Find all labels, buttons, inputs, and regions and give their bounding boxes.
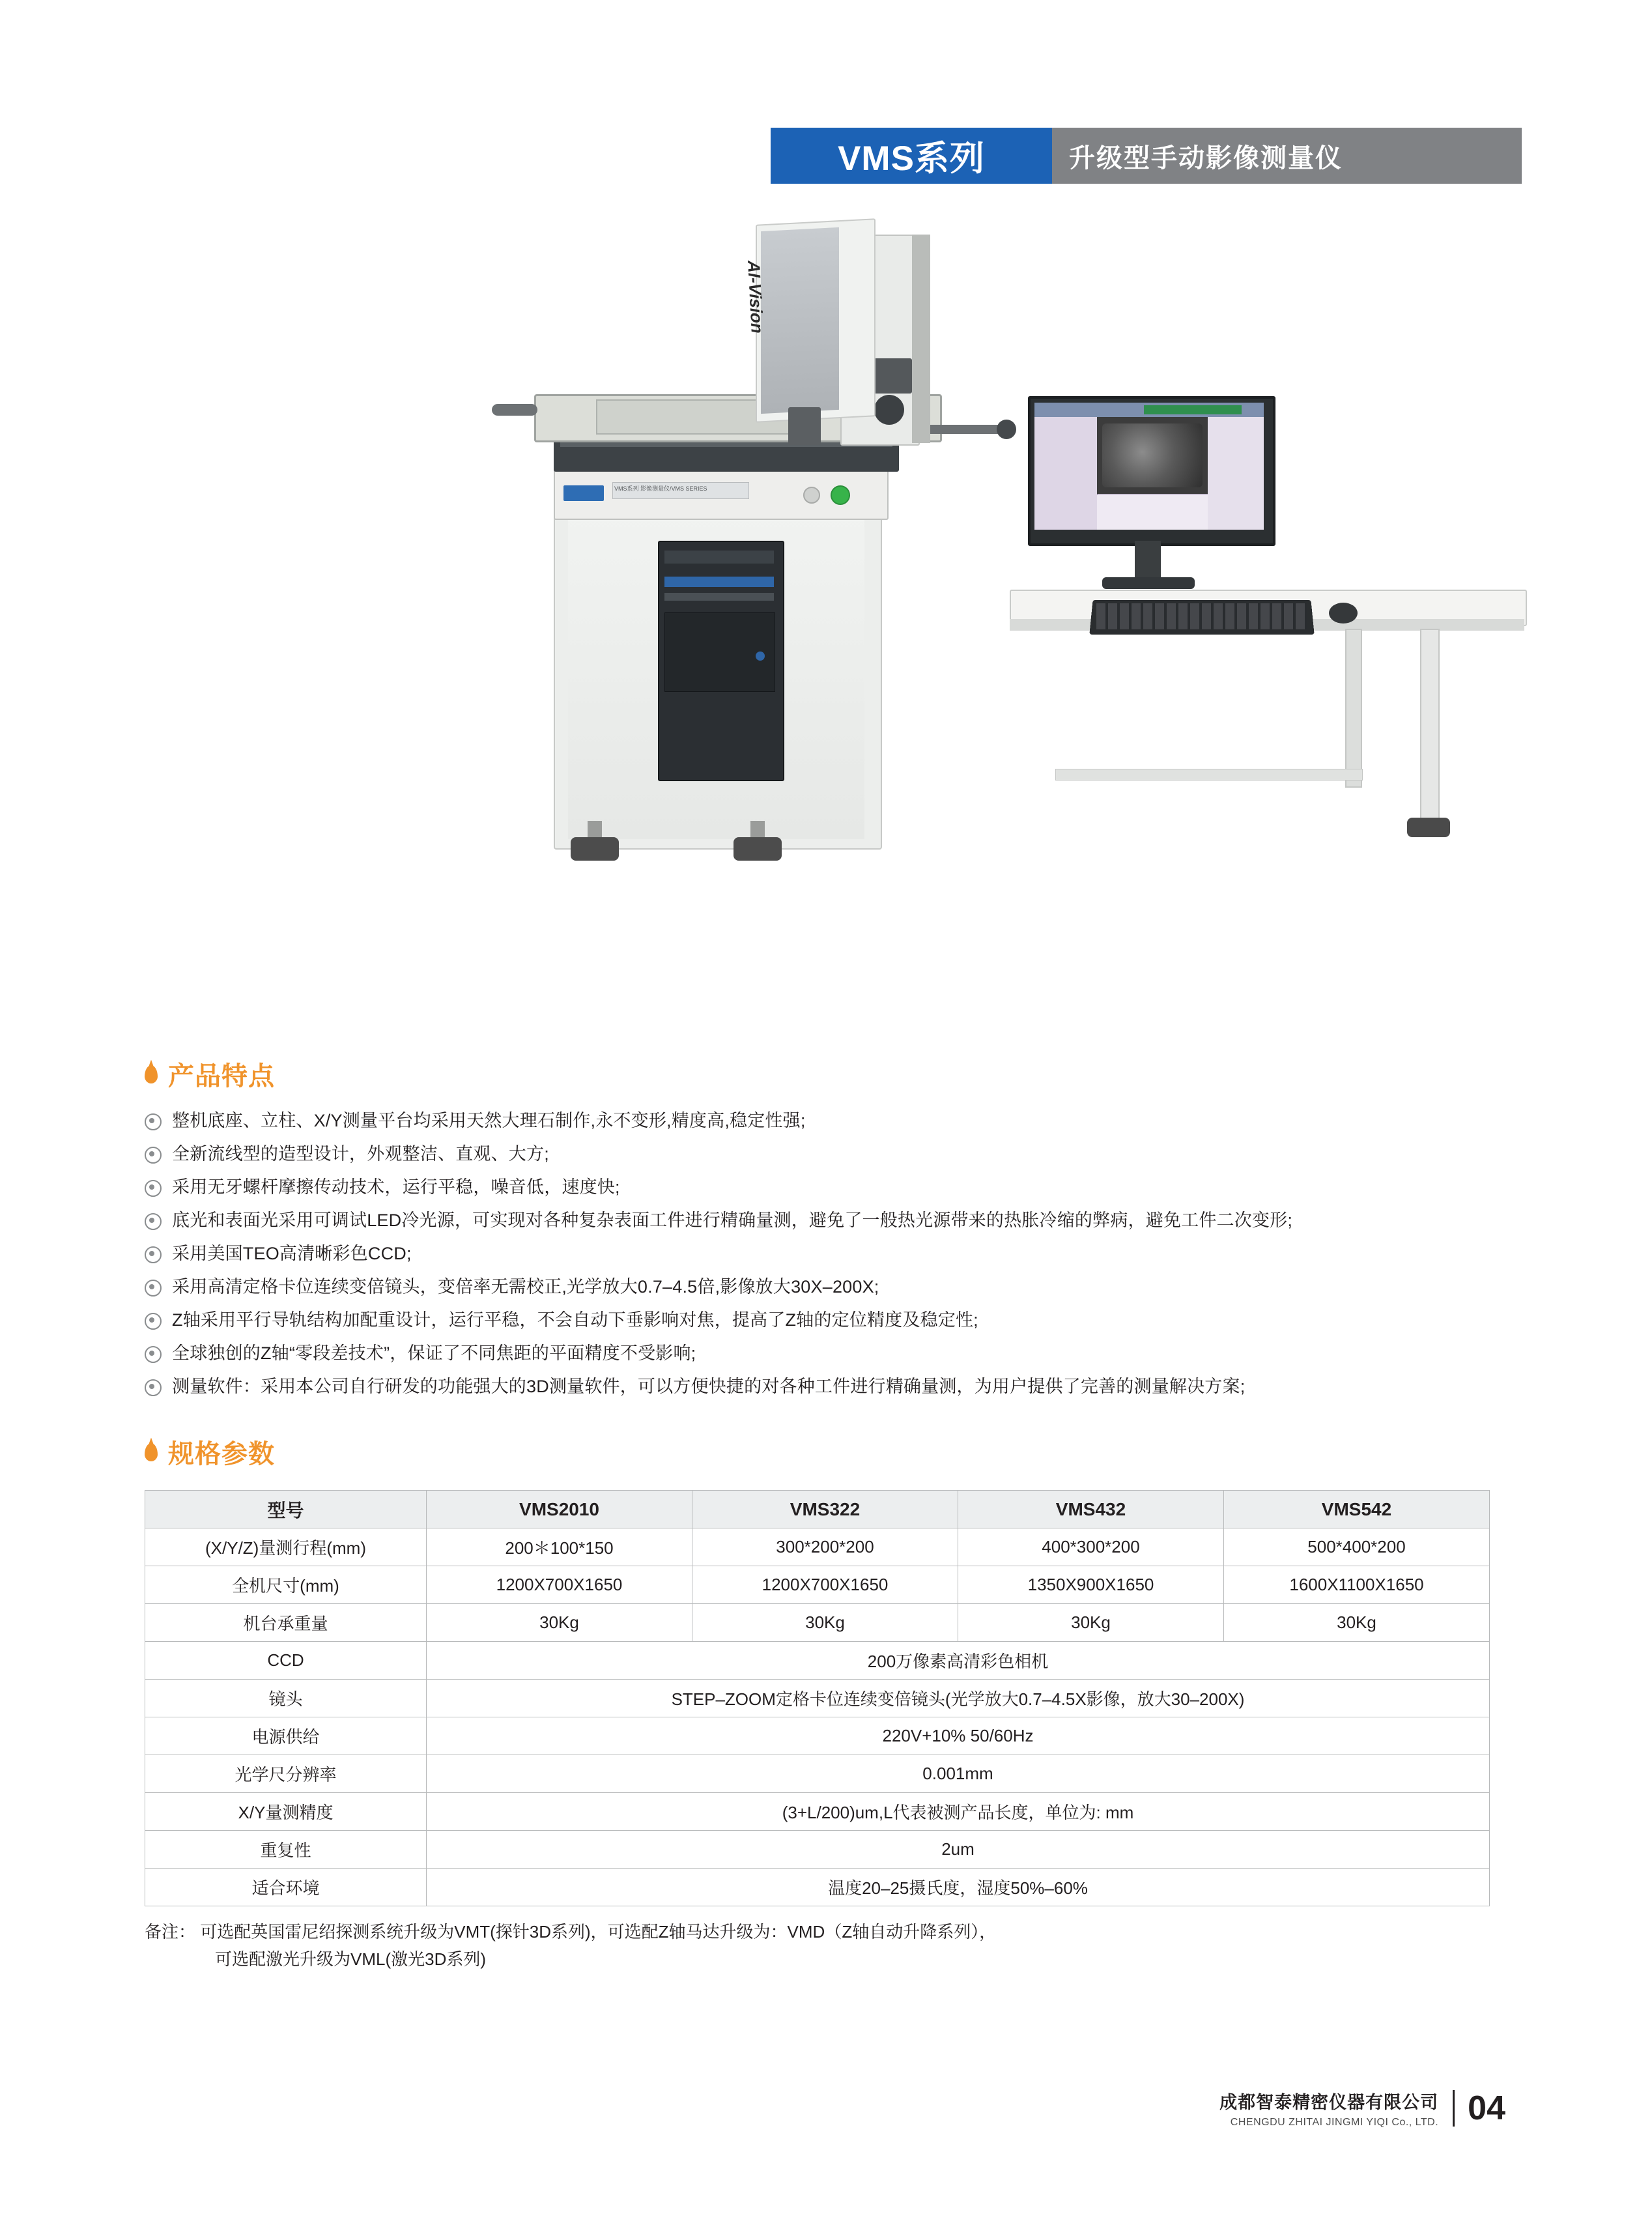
table-cell: 1600X1100X1650 <box>1224 1566 1490 1604</box>
row-label: 镜头 <box>145 1680 427 1717</box>
machine-panel-label: VMS系列 影像测量仪/VMS SERIES <box>612 482 749 499</box>
table-cell: 500*400*200 <box>1224 1528 1490 1566</box>
feature-text: 全新流线型的造型设计，外观整洁、直观、大方; <box>172 1144 549 1164</box>
column-header: VMS432 <box>958 1491 1224 1528</box>
row-label: 电源供给 <box>145 1717 427 1755</box>
features-list <box>145 1110 1513 1398</box>
table-cell: 300*200*200 <box>692 1528 958 1566</box>
row-label: X/Y量测精度 <box>145 1793 427 1831</box>
features-heading-text: 产品特点 <box>168 1062 275 1091</box>
table-row <box>145 1755 1490 1793</box>
bullet-icon <box>145 1346 162 1363</box>
table-row <box>145 1604 1490 1642</box>
specifications-table <box>145 1490 1490 1906</box>
bullet-icon <box>145 1113 162 1130</box>
feature-text: 采用美国TEO高清晰彩色CCD; <box>172 1244 412 1263</box>
feature-text: 采用高清定格卡位连续变倍镜头，变倍率无需校正,光学放大0.7–4.5倍,影像放大30X–200X; <box>172 1277 879 1297</box>
table-row <box>145 1831 1490 1869</box>
row-label: 机台承重量 <box>145 1604 427 1642</box>
keyboard-keys <box>1096 603 1307 629</box>
row-label: 全机尺寸(mm) <box>145 1566 427 1604</box>
table-cell: 200＊100*150 <box>427 1528 692 1566</box>
table-cell: 30Kg <box>427 1604 692 1642</box>
pc-front-strip <box>664 577 774 587</box>
bullet-icon <box>145 1379 162 1396</box>
machine-logo-badge <box>563 485 604 501</box>
list-item <box>145 1342 1513 1364</box>
list-item <box>145 1242 1513 1265</box>
monitor-screen <box>1034 403 1264 530</box>
banner-subtitle: 升级型手动影像测量仪 <box>1069 143 1343 173</box>
banner-series-title: VMS系列 <box>838 139 985 178</box>
machine-foot-middle <box>733 837 782 861</box>
specifications-section <box>145 1433 1513 1973</box>
list-item <box>145 1276 1513 1298</box>
product-photo <box>339 195 1355 964</box>
table-cell: 30Kg <box>1224 1604 1490 1642</box>
zoom-lens <box>788 407 821 445</box>
stage-handle-left <box>492 404 537 416</box>
specs-note-line-1: 备注： 可选配英国雷尼绍探测系统升级为VMT(探针3D系列)，可选配Z轴马达升级为：VMD（Z轴自动升降系列）， <box>145 1922 997 1942</box>
feature-text: 采用无牙螺杆摩擦传动技术，运行平稳，噪音低，速度快; <box>172 1177 620 1197</box>
software-left-panel <box>1034 417 1098 530</box>
banner-subtitle-block <box>1052 128 1522 184</box>
row-label: 重复性 <box>145 1831 427 1869</box>
mouse <box>1329 603 1358 624</box>
software-status-bar <box>1144 405 1242 414</box>
list-item <box>145 1209 1513 1231</box>
feature-text: 测量软件：采用本公司自行研发的功能强大的3D测量软件，可以方便快捷的对各种工件进行精确量测，为用户提供了完善的测量解决方案; <box>172 1377 1246 1396</box>
table-row <box>145 1717 1490 1755</box>
feature-text: 全球独创的Z轴“零段差技术”，保证了不同焦距的平面精度不受影响; <box>172 1343 696 1363</box>
banner-series-block <box>771 128 1052 184</box>
workbench-brace <box>1055 769 1363 781</box>
machine-foot-left <box>571 837 619 861</box>
bullet-icon <box>145 1280 162 1297</box>
camera-brand-label: AI-Vision <box>744 261 767 334</box>
table-row <box>145 1869 1490 1906</box>
software-camera-view <box>1097 417 1208 494</box>
table-cell: 220V+10% 50/60Hz <box>427 1717 1490 1755</box>
machine-power-knob <box>803 487 820 504</box>
bullet-icon <box>145 1147 162 1164</box>
column-header: VMS2010 <box>427 1491 692 1528</box>
feature-text: 底光和表面光采用可调试LED冷光源，可实现对各种复杂表面工件进行精确量测，避免了一般热光源带来的热胀冷缩的弊病，避免工件二次变形; <box>172 1211 1293 1230</box>
monitor-stand-base <box>1102 577 1195 589</box>
machine-start-button <box>831 485 850 505</box>
row-label: (X/Y/Z)量测行程(mm) <box>145 1528 427 1566</box>
workbench-leg-inner <box>1345 629 1362 788</box>
footer-company-en: CHENGDU ZHITAI JINGMI YIQI Co., LTD. <box>1230 2117 1439 2128</box>
table-cell: 1200X700X1650 <box>692 1566 958 1604</box>
table-cell: 30Kg <box>958 1604 1224 1642</box>
table-cell: 30Kg <box>692 1604 958 1642</box>
pc-front-strip-secondary <box>664 593 774 601</box>
monitor-stand-neck <box>1135 541 1161 580</box>
row-label: CCD <box>145 1642 427 1680</box>
footer-divider <box>1453 2090 1455 2127</box>
table-cell: STEP–ZOOM定格卡位连续变倍镜头(光学放大0.7–4.5X影像，放大30–200X) <box>427 1680 1490 1717</box>
table-row <box>145 1642 1490 1680</box>
specs-heading-text: 规格参数 <box>168 1440 275 1469</box>
bullet-icon <box>145 1313 162 1330</box>
table-header-row <box>145 1491 1490 1528</box>
column-header: VMS542 <box>1224 1491 1490 1528</box>
camera-housing-face <box>761 227 839 414</box>
monitor <box>1028 396 1275 546</box>
pc-power-led <box>756 652 765 661</box>
page-footer <box>0 2088 1652 2128</box>
table-cell: 1350X900X1650 <box>958 1566 1224 1604</box>
table-row <box>145 1528 1490 1566</box>
table-cell: 200万像素高清彩色相机 <box>427 1642 1490 1680</box>
row-label: 适合环境 <box>145 1869 427 1906</box>
machine-column-rail <box>912 235 930 443</box>
list-item <box>145 1110 1513 1132</box>
table-cell: (3+L/200)um,L代表被测产品长度，单位为: mm <box>427 1793 1490 1831</box>
software-right-panel <box>1208 417 1264 530</box>
row-label: 光学尺分辨率 <box>145 1755 427 1793</box>
product-features-section <box>145 1055 1513 1409</box>
software-part-image <box>1102 423 1203 487</box>
specs-heading <box>145 1433 1513 1470</box>
feature-text: Z轴采用平行导轨结构加配重设计，运行平稳，不会自动下垂影响对焦，提高了Z轴的定位精度及稳定性; <box>172 1310 978 1330</box>
software-data-grid <box>1097 495 1208 530</box>
footer-company-cn: 成都智泰精密仪器有限公司 <box>1219 2093 1439 2112</box>
workbench-foot <box>1407 818 1450 837</box>
column-header: VMS322 <box>692 1491 958 1528</box>
table-cell: 0.001mm <box>427 1755 1490 1793</box>
bullet-icon <box>145 1180 162 1197</box>
feature-text: 整机底座、立柱、X/Y测量平台均采用天然大理石制作,永不变形,精度高,稳定性强; <box>172 1111 806 1130</box>
table-cell: 温度20–25摄氏度，湿度50%–60% <box>427 1869 1490 1906</box>
table-cell: 1200X700X1650 <box>427 1566 692 1604</box>
droplet-icon <box>145 1443 158 1461</box>
list-item <box>145 1143 1513 1165</box>
stage-knob <box>997 420 1016 439</box>
page-number: 04 <box>1468 2089 1505 2127</box>
header-banner <box>771 128 1522 184</box>
table-row <box>145 1680 1490 1717</box>
footer-company-block <box>1219 2088 1438 2128</box>
table-row <box>145 1566 1490 1604</box>
pc-optical-drive <box>664 551 774 564</box>
software-toolbar <box>1034 403 1264 417</box>
list-item <box>145 1309 1513 1331</box>
table-cell: 2um <box>427 1831 1490 1869</box>
workbench-leg-right <box>1420 629 1440 827</box>
bullet-icon <box>145 1213 162 1230</box>
specs-note <box>145 1918 1513 1973</box>
bullet-icon <box>145 1246 162 1263</box>
z-axis-focus-knob <box>874 395 904 425</box>
specs-note-line-2: 可选配激光升级为VML(激光3D系列) <box>215 1949 487 1969</box>
list-item <box>145 1375 1513 1398</box>
column-header: 型号 <box>145 1491 427 1528</box>
features-heading <box>145 1055 1513 1093</box>
list-item <box>145 1176 1513 1198</box>
table-row <box>145 1793 1490 1831</box>
table-cell: 400*300*200 <box>958 1528 1224 1566</box>
droplet-icon <box>145 1065 158 1083</box>
